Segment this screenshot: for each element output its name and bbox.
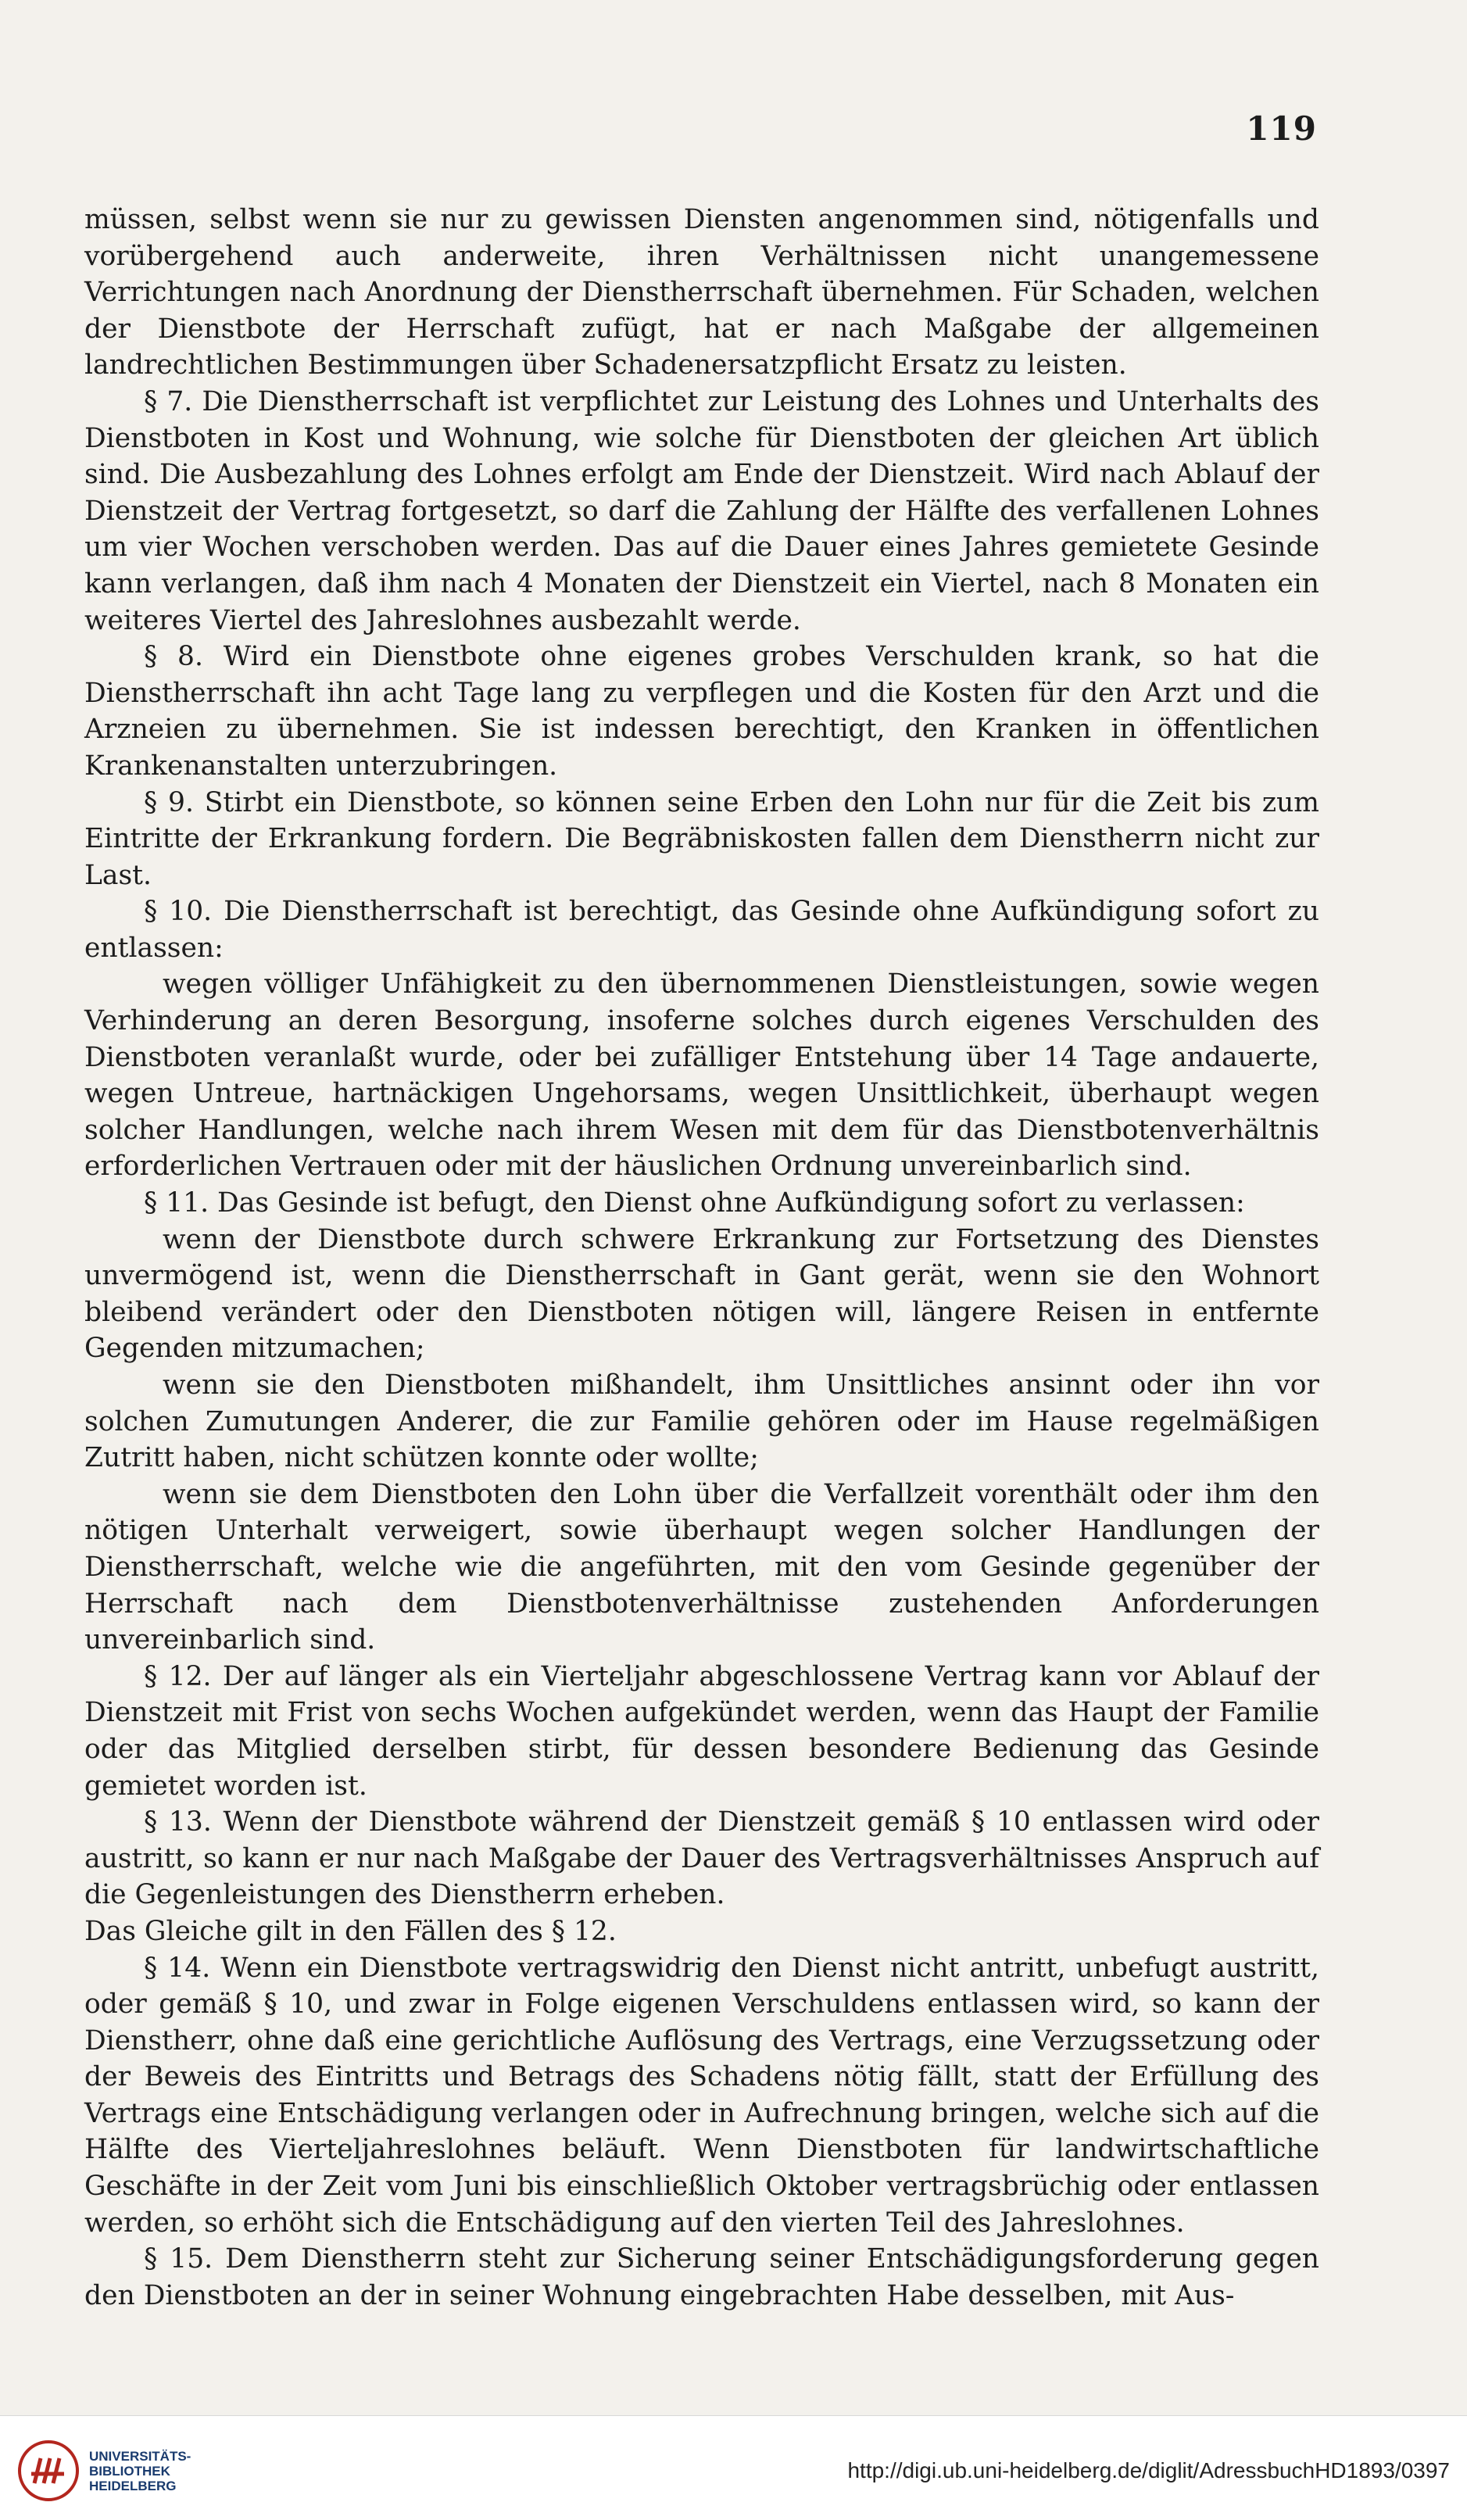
paragraph-section-7: § 7. Die Dienstherrschaft ist verpflichtet zur Leistung des Lohnes und Unterhalts des Dienstboten in Kost und Wohnung, wie solche für Dienstboten der gleichen Art üblich sind. Die Ausbezahlung des Lohnes erfolgt am Ende der Dienstzeit. Wird nach Ablauf der Dienstzeit der Vertrag fortgesetzt, so darf die Zahlung der Hälfte des verfallenen Lohnes um vier Wochen verschoben werden. Das auf die Dauer eines Jahres gemietete Gesinde kann verlangen, daß ihm nach 4 Monaten der Dienstzeit ein Viertel, nach 8 Monaten ein weiteres Viertel des Jahreslohnes ausbezahlt werde. — [84, 385, 1319, 636]
paragraph-section-11-item: wenn sie den Dienstboten mißhandelt, ihm Unsittliches ansinnt oder ihn vor solchen Zumutungen Anderer, die zur Familie gehören oder im Hause regelmäßigen Zutritt haben, nicht schützen konnte oder wollte; — [84, 1369, 1319, 1474]
paragraph: Das Gleiche gilt in den Fällen des § 12. — [84, 1915, 617, 1947]
library-name — [89, 2449, 191, 2493]
paragraph-section-11: § 11. Das Gesinde ist befugt, den Dienst ohne Aufkündigung sofort zu verlassen: — [144, 1187, 1245, 1219]
library-seal-icon — [17, 2439, 80, 2502]
library-name-line: HEIDELBERG — [89, 2478, 177, 2493]
paragraph-section-10-item: wegen völliger Unfähigkeit zu den übernommenen Dienstleistungen, sowie wegen Verhinderung an deren Besorgung, insoferne solches durch eigenes Verschulden des Dienstboten veranlaßt wurde, oder bei zufälliger Entstehung über 14 Tage andauerte, wegen Untreue, hartnäckigen Ungehorsams, wegen Unsittlichkeit, überhaupt wegen solcher Handlungen, welche nach ihrem Wesen mit dem für das Dienstbotenverhältnis erforderlichen Vertrauen oder mit der häuslichen Ordnung unvereinbarlich sind. — [84, 968, 1319, 1183]
page-body — [84, 202, 1319, 2314]
paragraph-section-11-item: wenn der Dienstbote durch schwere Erkrankung zur Fortsetzung des Dienstes unvermögend ist, wenn die Dienstherrschaft in Gant gerät, wenn sie den Wohnort bleibend verändert oder den Dienstboten nötigen will, längere Reisen in entfernte Gegenden mitzumachen; — [84, 1223, 1319, 1365]
page-number: 119 — [1246, 109, 1317, 148]
paragraph-section-13: § 13. Wenn der Dienstbote während der Dienstzeit gemäß § 10 entlassen wird oder austritt, so kann er nur nach Maßgabe der Dauer des Vertragsverhältnisses Anspruch auf die Gegenleistungen des Dienstherrn erheben. — [84, 1806, 1319, 1911]
paragraph-section-15: § 15. Dem Dienstherrn steht zur Sicherung seiner Entschädigungsforderung gegen den Dienstboten an der in seiner Wohnung eingebrachten Habe desselben, mit Aus- — [84, 2243, 1319, 2311]
library-name-line: BIBLIOTHEK — [89, 2463, 170, 2479]
library-logo[interactable] — [17, 2439, 191, 2502]
library-name-line: UNIVERSITÄTS- — [89, 2448, 191, 2464]
paragraph: müssen, selbst wenn sie nur zu gewissen Diensten angenommen sind, nötigenfalls und vorübergehend auch anderweite, ihren Verhältnissen nicht unangemessene Verrichtungen nach Anordnung der Dienstherrschaft übernehmen. Für Schaden, welchen der Dienstbote der Herrschaft zufügt, hat er nach Maßgabe der allgemeinen landrechtlichen Bestimmungen über Schadenersatzpflicht Ersatz zu leisten. — [84, 204, 1319, 381]
paragraph-section-14: § 14. Wenn ein Dienstbote vertragswidrig den Dienst nicht antritt, unbefugt austritt, oder gemäß § 10, und zwar in Folge eigenen Verschuldens entlassen wird, so kann der Dienstherr, ohne daß eine gerichtliche Auflösung des Vertrags, eine Verzugssetzung oder der Beweis des Eintritts und Betrags des Schadens nötig fällt, statt der Erfüllung des Vertrags eine Entschädigung verlangen oder in Aufrechnung bringen, welche sich auf die Hälfte des Vierteljahreslohnes beläuft. Wenn Dienstboten für landwirtschaftliche Geschäfte in der Zeit vom Juni bis einschließlich Oktober vertragsbrüchig oder entlassen werden, so erhöht sich die Entschädigung auf den vierten Teil des Jahreslohnes. — [84, 1952, 1319, 2239]
paragraph-section-12: § 12. Der auf länger als ein Vierteljahr abgeschlossene Vertrag kann vor Ablauf der Dienstzeit mit Frist von sechs Wochen aufgekündet werden, wenn das Haupt der Familie oder das Mitglied derselben stirbt, für dessen besondere Bedienung das Gesinde gemietet worden ist. — [84, 1660, 1319, 1802]
paragraph-section-8: § 8. Wird ein Dienstbote ohne eigenes grobes Verschulden krank, so hat die Dienstherrschaft ihn acht Tage lang zu verpflegen und die Kosten für den Arzt und die Arzneien zu übernehmen. Sie ist indessen berechtigt, den Kranken in öffentlichen Krankenanstalten unterzubringen. — [84, 641, 1319, 782]
paragraph-section-9: § 9. Stirbt ein Dienstbote, so können seine Erben den Lohn nur für die Zeit bis zum Eintritte der Erkrankung fordern. Die Begräbniskosten fallen dem Dienstherrn nicht zur Last. — [84, 786, 1319, 891]
paragraph-section-10: § 10. Die Dienstherrschaft ist berechtigt, das Gesinde ohne Aufkündigung sofort zu entlassen: — [84, 896, 1319, 964]
source-url[interactable]: http://digi.ub.uni-heidelberg.de/diglit/AdressbuchHD1893/0397 — [847, 2458, 1450, 2482]
viewer-footer — [0, 2415, 1467, 2520]
paragraph-section-11-item: wenn sie dem Dienstboten den Lohn über die Verfallzeit vorenthält oder ihm den nötigen Unterhalt verweigert, sowie überhaupt wegen solcher Handlungen der Dienstherrschaft, welche wie die angeführten, mit den vom Gesinde gegenüber der Herrschaft nach dem Dienstbotenverhältnisse zustehenden Anforderungen unvereinbarlich sind. — [84, 1478, 1319, 1656]
